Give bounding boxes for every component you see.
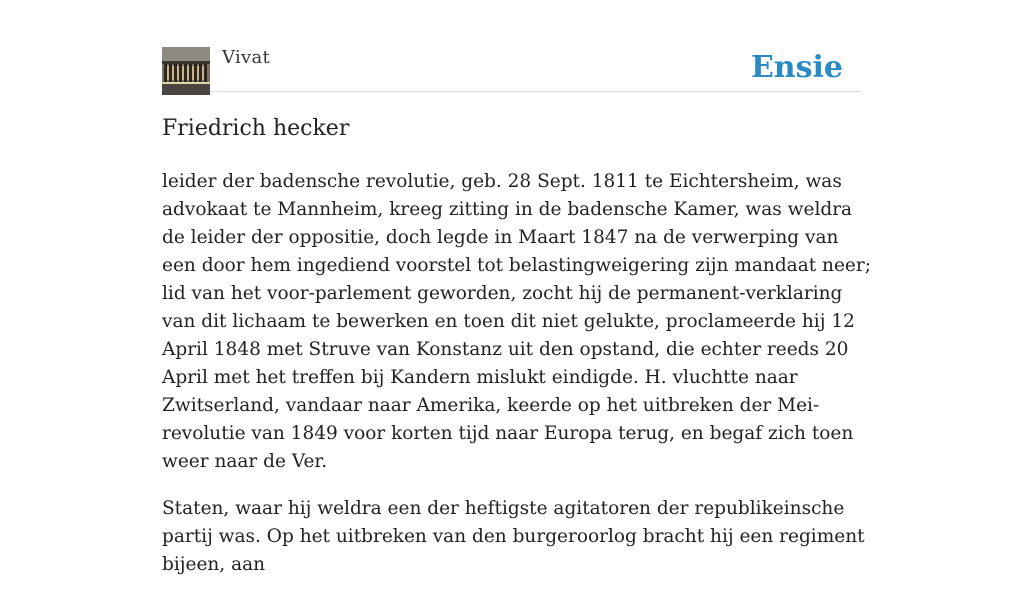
author-avatar[interactable] bbox=[162, 47, 210, 95]
article-paragraph: leider der badensche revolutie, geb. 28 Sept. 1811 te Eichtersheim, was advokaat te Mannheim, kreeg zitting in de badensche Kamer, was weldra de leider der oppositie, doch legde in Maart 1847 na de verwerping van een door hem ingediend voorstel tot belastingweigering zijn mandaat neer; lid van het voor-parlement geworden, zocht hij de permanent-verklaring van dit lichaam te bewerken en toen dit niet gelukte, proclameerde hij 12 April 1848 met Struve van Konstanz uit den opstand, die echter reeds 20 April met het treffen bij Kandern mislukt eindigde. H. vluchtte naar Zwitserland, vandaar naar Amerika, keerde op het uitbreken der Mei-revolutie van 1849 voor korten tijd naar Europa terug, en begaf zich toen weer naar de Ver. bbox=[162, 171, 871, 472]
header bbox=[162, 0, 862, 92]
brand-logo[interactable]: Ensie bbox=[750, 50, 843, 85]
bookshelf-avatar-icon bbox=[162, 47, 210, 95]
article-title: Friedrich hecker bbox=[162, 116, 350, 141]
article-body bbox=[162, 168, 874, 598]
author-name[interactable]: Vivat bbox=[222, 47, 271, 68]
page bbox=[162, 0, 871, 575]
article-paragraph: Staten, waar hij weldra een der heftigste agitatoren der republikeinsche partij was. Op het uitbreken van den burgeroorlog bracht hij een regiment bijeen, aan bbox=[162, 498, 865, 575]
